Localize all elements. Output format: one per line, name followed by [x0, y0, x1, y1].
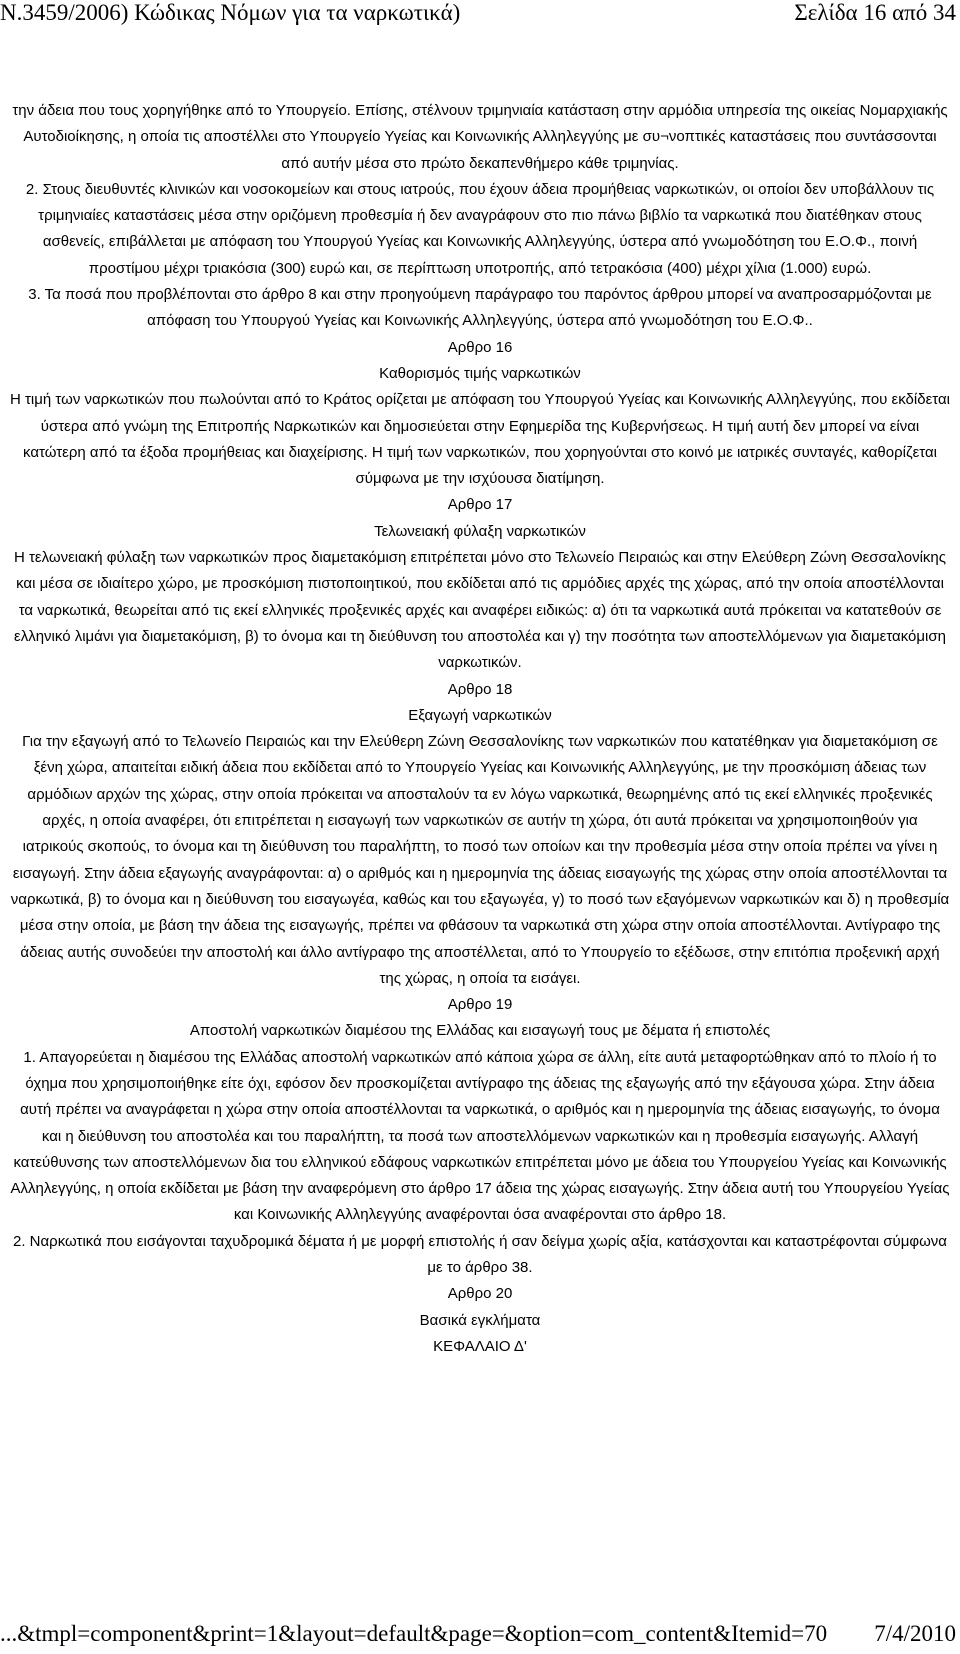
paragraph: Η τελωνειακή φύλαξη των ναρκωτικών προς διαμετακόμιση επιτρέπεται μόνο στο Τελωνείο Πειραιώς και στην Ελεύθερη Ζώνη Θεσσαλονίκης και μέσα σε ιδιαίτερο χώρο, με προσκόμιση πιστοποιητικού, που εκδίδεται από τις αρμόδιες αρχές της χώρας, από την οποία αποστέλλονται τα ναρκωτικά, θεωρείται από τις εκεί ελληνικές προξενικές αρχές και αναφέρει ειδικώς: α) ότι τα ναρκωτικά αυτά πρόκειται να κατατεθούν σε ελληνικό λιμάνι για διαμετακόμιση, β) το όνομα και τη διεύθυνση του αποστολέα και γ) την ποσότητα των αποστελλόμενων για διαμετακόμιση ναρκωτικών.	[14, 549, 946, 672]
paragraph: 2. Στους διευθυντές κλινικών και νοσοκομείων και στους ιατρούς, που έχουν άδεια προμήθειας ναρκωτικών, οι οποίοι δεν υποβάλλουν τις τριμηνιαίες καταστάσεις μέσα στην οριζόμενη προθεσμία ή δεν αναγράφουν στο πιο πάνω βιβλίο τα ναρκωτικά που διατέθηκαν στους ασθενείς, επιβάλλεται με απόφαση του Υπουργού Υγείας και Κοινωνικής Αλληλεγγύης, ύστερα από γνωμοδότηση του Ε.Ο.Φ., ποινή προστίμου μέχρι τριακόσια (300) ευρώ και, σε περίπτωση υποτροπής, από τετρακόσια (400) μέχρι χίλια (1.000) ευρώ.	[25, 180, 935, 277]
article-heading: Αρθρο 17	[447, 496, 513, 514]
article-heading: Αρθρο 20	[447, 1285, 513, 1303]
article-heading: Αρθρο 18	[447, 680, 513, 698]
print-header	[0, 0, 960, 40]
article-title: Βασικά εγκλήματα	[419, 1311, 541, 1329]
paragraph: 2. Ναρκωτικά που εισάγονται ταχυδρομικά δέματα ή με μορφή επιστολής ή σαν δείγμα χωρίς αξία, κατάσχονται και καταστρέφονται σύμφωνα με το άρθρο 38.	[13, 1232, 947, 1277]
article-title: Καθορισμός τιμής ναρκωτικών	[379, 364, 581, 382]
paragraph: 1. Απαγορεύεται η διαμέσου της Ελλάδας αποστολή ναρκωτικών από κάποια χώρα σε άλλη, είτε αυτά μεταφορτώθηκαν από το πλοίο ή το όχημα που χρησιμοποιήθηκε είτε όχι, εφόσον δεν προσκομίζεται αντίγραφο της άδειας της εξαγωγής από την εξάγουσα χώρα. Στην άδεια αυτή πρέπει να αναγράφεται η χώρα στην οποία αποστέλλονται τα ναρκωτικά, ο αριθμός και η ημερομηνία της άδειας εισαγωγής, το όνομα και η διεύθυνση του αποστολέα και του παραλήπτη, τα ποσά των αποστελλόμενων ναρκωτικών και η προθεσμία εισαγωγής. Αλλαγή κατεύθυνσης των αποστελλόμενων δια του ελληνικού εδάφους ναρκωτικών επιτρέπεται μόνο με άδεια του Υπουργείου Υγείας και Κοινωνικής Αλληλεγγύης, η οποία εκδίδεται με βάση την αναφερόμενη στο άρθρο 17 άδεια της χώρας εισαγωγής. Στην άδεια αυτή του Υπουργείου Υγείας και Κοινωνικής Αλληλεγγύης αναφέρονται όσα αναφέρονται στο άρθρο 18.	[10, 1048, 950, 1224]
document-body	[10, 98, 950, 1360]
chapter-heading: ΚΕΦΑΛΑΙΟ Δ'	[433, 1337, 527, 1355]
paragraph: 3. Τα ποσά που προβλέπονται στο άρθρο 8 και στην προηγούμενη παράγραφο του παρόντος άρθρου μπορεί να αναπροσαρμόζονται με απόφαση του Υπουργού Υγείας και Κοινωνικής Αλληλεγγύης, ύστερα από γνωμοδότηση του Ε.Ο.Φ..	[28, 286, 932, 330]
paragraph: Για την εξαγωγή από το Τελωνείο Πειραιώς και την Ελεύθερη Ζώνη Θεσσαλονίκης των ναρκωτικών που κατατέθηκαν για διαμετακόμιση σε ξένη χώρα, απαιτείται ειδική άδεια που εκδίδεται από το Υπουργείο Υγείας και Κοινωνικής Αλληλεγγύης, με την προσκόμιση άδειας των αρμόδιων αρχών της χώρας, στην οποία πρόκειται να αποσταλούν τα εν λόγω ναρκωτικά, θεωρημένης από τις εκεί ελληνικές προξενικές αρχές, η οποία αναφέρει, ότι επιτρέπεται η εισαγωγή των ναρκωτικών σε αυτήν τη χώρα, ότι αυτά πρόκειται να χρησιμοποιηθούν για ιατρικούς σκοπούς, το όνομα και τη διεύθυνση του παραλήπτη, το ποσό των οποίων και την προθεσμία μέσα στην οποία πρέπει να γίνει η εισαγωγή. Στην άδεια εξαγωγής αναγράφονται: α) ο αριθμός και η ημερομηνία της άδειας εισαγωγής της χώρας στην οποία αποστέλλονται τα ναρκωτικά, β) το όνομα και η διεύθυνση του εισαγωγέα, καθώς και του εξαγωγέα, γ) το ποσό των εξαγόμενων ναρκωτικών και δ) η προθεσμία μέσα στην οποία, με βάση την άδεια της εισαγωγής, πρέπει να φθάσουν τα ναρκωτικά στη χώρα στην οποία αποστέλλονται. Αντίγραφο της άδειας αυτής συνοδεύει την αποστολή και άλλο αντίγραφο της αποστέλλεται, από το Υπουργείο το εξέδωσε, στην επιτόπια προξενική αρχή της χώρας, η οποία τα εισάγει.	[10, 733, 950, 987]
print-date: 7/4/2010	[874, 1621, 956, 1646]
page-url: ...&tmpl=component&print=1&layout=default&page=&option=com_content&Itemid=70	[0, 1621, 828, 1646]
article-title: Αποστολή ναρκωτικών διαμέσου της Ελλάδας και εισαγωγή τους με δέματα ή επιστολές	[189, 1022, 771, 1040]
print-footer	[0, 1621, 960, 1653]
article-title: Τελωνειακή φύλαξη ναρκωτικών	[374, 522, 586, 540]
paragraph: την άδεια που τους χορηγήθηκε από το Υπουργείο. Επίσης, στέλνουν τριμηνιαία κατάσταση στην αρμόδια υπηρεσία της οικείας Νομαρχιακής Αυτοδιοίκησης, η οποία τις αποστέλλει στο Υπουργείο Υγείας και Κοινωνικής Αλληλεγγύης με συ¬νοπτικές καταστάσεις που συντάσσονται από αυτήν μέσα στο πρώτο δεκαπενθήμερο κάθε τριμηνίας.	[12, 102, 948, 172]
paragraph: Η τιμή των ναρκωτικών που πωλούνται από το Κράτος ορίζεται με απόφαση του Υπουργού Υγείας και Κοινωνικής Αλληλεγγύης, που εκδίδεται ύστερα από γνώμη της Επιτροπής Ναρκωτικών και δημοσιεύεται στην Εφημερίδα της Κυβερνήσεως. Η τιμή αυτή δεν μπορεί να είναι κατώτερη από τα έξοδα προμήθειας και διαχείρισης. Η τιμή των ναρκωτικών, που χορηγούνται στο κοινό με ιατρικές συνταγές, καθορίζεται σύμφωνα με την ισχύουσα διατίμηση.	[10, 391, 950, 488]
article-heading: Αρθρο 19	[447, 996, 513, 1014]
page-number: Σελίδα 16 από 34	[794, 0, 956, 25]
article-title: Εξαγωγή ναρκωτικών	[408, 706, 552, 724]
document-title: N.3459/2006) Κώδικας Νόμων για τα ναρκωτικά)	[0, 0, 461, 25]
article-heading: Αρθρο 16	[447, 338, 513, 356]
